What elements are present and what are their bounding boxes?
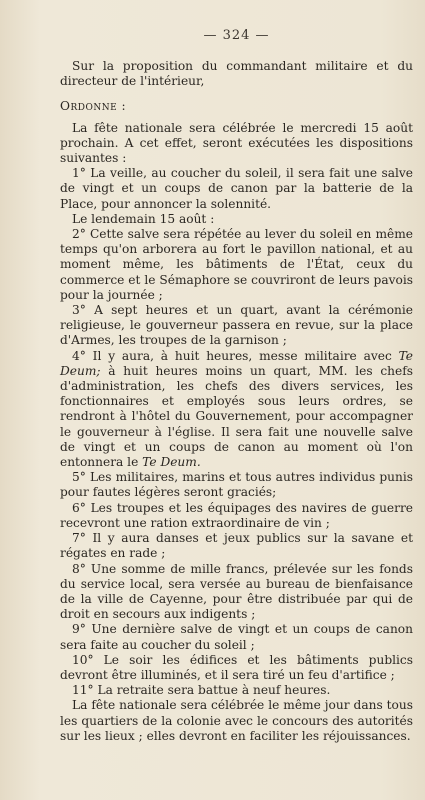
paragraph-item-4 — [60, 349, 413, 471]
page-number: — 324 — — [203, 28, 270, 43]
paragraph-announcement: La fête nationale sera célébrée le mercredi 15 août prochain. A cet effet, seront exécutées les dispositions suivantes : — [60, 120, 413, 166]
paragraph-item-9: 9° Une dernière salve de vingt et un coups de canon sera faite au coucher du soleil ; — [60, 622, 413, 652]
item-4-te-deum-1: Te Deum; — [60, 348, 413, 378]
paragraph-item-3: 3° A sept heures et un quart, avant la cérémonie religieuse, le gouverneur passera en revue, sur la place d'Armes, les troupes de la garnison ; — [60, 303, 413, 348]
paragraph-item-5: 5° Les militaires, marins et tous autres individus punis pour fautes légères seront graciés; — [60, 470, 413, 500]
document-body — [60, 59, 413, 744]
ordonne-heading: Ordonne : — [60, 99, 127, 114]
paragraph-item-6: 6° Les troupes et les équipages des navires de guerre recevront une ration extraordinaire de vin ; — [60, 500, 413, 530]
paragraph-lendemain: Le lendemain 15 août : — [72, 211, 215, 226]
paragraph-item-8: 8° Une somme de mille francs, prélevée sur les fonds du service local, sera versée au bureau de bienfaisance de la ville de Cayenne, pour être distribuée par qui de droit en secours aux indigents ; — [60, 561, 413, 622]
paragraph-item-7: 7° Il y aura danses et jeux publics sur la savane et régates en rade ; — [60, 531, 413, 561]
item-4-text-c: à huit heures moins un quart, MM. les chefs d'administration, les chefs des divers services, les fonctionnaires et employés sous leurs ordres, se rendront à l'hôtel du Gouvernement, pour accompagner le gouverneur à l'église. Il sera fait une nouvelle salve de vingt et un coups de canon au moment où l'on entonnera le — [60, 363, 413, 470]
item-4-text-a: 4° Il y aura, à huit heures, messe militaire avec — [72, 348, 399, 363]
paragraph-item-10: 10° Le soir les édifices et les bâtiments publics devront être illuminés, et il sera tiré un feu d'artifice ; — [60, 652, 413, 682]
paragraph-closing: La fête nationale sera célébrée le même jour dans tous les quartiers de la colonie avec le concours des autorités sur les lieux ; elles devront en faciliter les réjouissances. — [60, 698, 413, 743]
paragraph-item-11: 11° La retraite sera battue à neuf heures. — [72, 683, 331, 698]
item-4-te-deum-2: Te Deum. — [142, 455, 201, 470]
intro-paragraph: Sur la proposition du commandant militaire et du directeur de l'intérieur, — [60, 59, 413, 89]
paragraph-item-1: 1° La veille, au coucher du soleil, il sera fait une salve de vingt et un coups de canon par la batterie de la Place, pour annoncer la solennité. — [60, 166, 413, 211]
paragraph-item-2: 2° Cette salve sera répétée au lever du soleil en même temps qu'on arborera au fort le pavillon national, et au moment même, les bâtiments de l'État, ceux du commerce et le Sémaphore se couvriront de leurs pavois pour la journée ; — [60, 227, 413, 302]
